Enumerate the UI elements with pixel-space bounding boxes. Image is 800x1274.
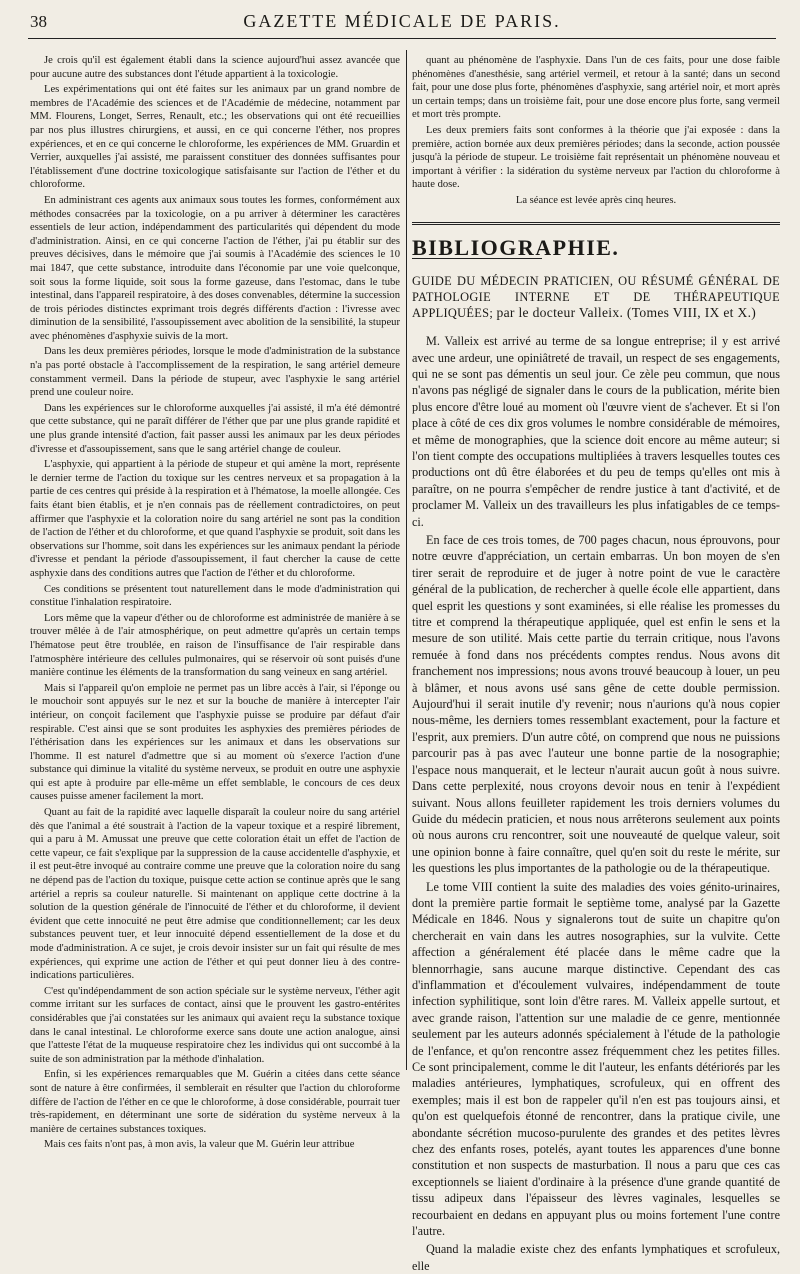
- paragraph: En administrant ces agents aux animaux sous toutes les formes, conformément aux méthodes consacrées par la toxicologie, on a pu arriver à déterminer les caractères essentiels de leur action, indépendamment des particularités qui dépendent du mode d'administration. Ainsi, en ce qui concerne l'action de l'éther, j'ai pu établir sur des preuves décisives, dans le mémoire que j'ai soumis à l'Académie des sciences le 10 mai 1847, que cette substance, introduite dans l'économie par une voie quelconque, soit sous la forme liquide, soit sous la forme gazeuse, dans l'estomac, dans le tube intestinal, dans l'appareil respiratoire, à des doses convenables, détermine la succession de trois périodes distinctes exprimant trois degrés différents d'action : l'ivresse avec diminution de la sensibilité, l'assoupissement avec abolition de la sensibilité, la stupeur avec phénomènes d'asphyxie suivis de la mort.: [30, 194, 400, 342]
- book-title-text: GUIDE DU MÉDECIN PRATICIEN, OU RÉSUMÉ GÉNÉRAL DE PATHOLOGIE INTERNE ET DE THÉRAPEUTIQUE APPLIQUÉES;: [412, 274, 780, 321]
- paragraph: Mais ces faits n'ont pas, à mon avis, la valeur que M. Guérin leur attribue: [44, 1139, 355, 1151]
- paragraph: Lors même que la vapeur d'éther ou de chloroforme est administrée de manière à se trouver mêlée à de l'air atmosphérique, on peut admettre qu'après un certain temps l'hématose peut être troublée, en raison de l'insuffisance de l'air respirable dans l'atmosphère intérieure des cellules pulmonaires, qui se réservoir où sont puisés d'une manière continue les éléments de la transformation du sang veineux en sang artériel.: [30, 612, 400, 679]
- journal-title: GAZETTE MÉDICALE DE PARIS.: [243, 11, 561, 31]
- paragraph: En face de ces trois tomes, de 700 pages chacun, nous éprouvons, pour notre œuvre d'appréciation, un certain embarras. Un bon moyen de s'en tirer serait de reproduire et de juger à notre point de vue le caractère général de la publication, de rechercher à quelle école elle appartient, dans quel esprit les questions y sont examinées, si elle réalise les promesses du titre et comprend la thérapeutique appliquée, quel est enfin le sens et la mesure de son utilité. Mais cette partie du terrain critique, nous l'avons remuée à fond dans nos précédents comptes rendus. Nous avons dit franchement nos impressions; nous avons trouvé beaucoup à louer, un peu à blâmer, et nous avons usé sans gêne de cette double permission. Aujourd'hui il serait inutile d'y revenir; nous n'aurions qu'à nous copier nous-même, les derniers tomes ressemblant exactement, pour la facture et l'esprit, aux premiers. D'un autre côté, on comprend que nous ne puissions parcourir pas à pas avec l'auteur une bonne partie de la nosographie; l'espace nous manquerait, et le lecteur n'aurait aucun goût à nous suivre. Dans cette perplexité, nous croyons devoir nous en tenir à l'expédient suivant. Nous allons feuilleter rapidement les trois derniers volumes du Guide du médecin praticien, et nous nous arrêterons seulement aux points où nous aurons cru rencontrer, soit une nouveauté de quelque valeur, soit une opinion bonne à faire connaître, quel qu'en soit du reste le mérite, sur les questions les plus importantes de la pathologie ou de la thérapeutique.: [412, 533, 780, 876]
- paragraph: Quant au fait de la rapidité avec laquelle disparaît la couleur noire du sang artériel dès que l'animal a été soustrait à l'action de la vapeur toxique et a respiré librement, qui a paru à M. Amussat une preuve que cette coloration était un effet de l'action de cette vapeur, ce fait s'explique par la suppression de la cause accidentelle d'asphyxie, et il est peut-être invoqué au contraire comme une preuve que la coloration noire du sang ne dépend pas de l'action du toxique, puisque cette action se continue après que le sang artériel a repris sa couleur naturelle. Si maintenant on applique cette doctrine à la solution de la question générale de l'innocuité de l'éther et du chloroforme, il devient évident que cette innocuité ne peut être admise que conditionnellement; car les deux substances peuvent tuer, et leur innocuité dépend essentiellement de la dose et du mode d'administration. A ce sujet, je crois devoir insister sur un fait qui résulte de mes expériences, qui exprime une action de l'éther et qui peut donner lieu à des contre-indications particulières.: [30, 807, 400, 982]
- paragraph: Enfin, si les expériences remarquables que M. Guérin a citées dans cette séance sont de nature à être confirmées, il semblerait en résulter que l'action du chloroforme diffère de l'action de l'éther en ce que le chloroforme, à dose considérable, pourrait tuer très-rapidement, en déterminant une sorte de sidération du système nerveux à la manière de certaines substances toxiques.: [30, 1069, 400, 1135]
- section-rule: [412, 222, 780, 225]
- paragraph: Je crois qu'il est également établi dans la science aujourd'hui assez avancée que pour aucune autre des substances dont l'étude appartient à la toxicologie.: [30, 55, 400, 80]
- paragraph: Quand la maladie existe chez des enfants lymphatiques et scrofuleux, elle: [412, 1242, 780, 1273]
- page-number: 38: [30, 12, 47, 31]
- paragraph: Les deux premiers faits sont conformes à la théorie que j'ai exposée : dans la première, action bornée aux deux premières périodes; dans la seconde, action poussée jusqu'à la période de stupeur. Le troisième fait représentait un phénomène nouveau et important à vérifier : la sidération du système nerveux par l'action du chloroforme à haute dose.: [412, 124, 780, 191]
- paragraph: Dans les expériences sur le chloroforme auxquelles j'ai assisté, il m'a été démontré que cette substance, qui ne paraît différer de l'éther que par une plus grande rapidité et une plus grande intensité d'action, fait passer aussi les animaux par les deux périodes d'ivresse et d'assoupissement, sans que le sang artériel change de couleur.: [30, 402, 400, 455]
- paragraph: Dans les deux premières périodes, lorsque le mode d'administration de la substance n'a pas porté obstacle à l'accomplissement de la respiration, le sang artériel demeure constamment vermeil. Dans la période de stupeur, avec l'asphyxie le sang artériel prend une couleur noire.: [30, 346, 400, 399]
- paragraph: Mais si l'appareil qu'on emploie ne permet pas un libre accès à l'air, si l'éponge ou le mouchoir sont appuyés sur le nez et sur la bouche de manière à intercepter l'air intérieur, on conçoit facilement que l'asphyxie puisse se produire par défaut d'air respirable. C'est ainsi que se sont produites les asphyxies des premières périodes de l'éthérisation dans les expériences sur les animaux et dans les observations sur l'homme. Il est naturel d'admettre que si au moment où s'exerce l'action d'une substance qui diminue la vitalité du système nerveux, se produit en outre une asphyxie qui est apte à produire par elle-même un effet semblable, le concours de ces deux causes puisse amener facilement la mort.: [30, 682, 400, 803]
- section-title: BIBLIOGRAPHIE.: [412, 234, 620, 260]
- left-column: [30, 54, 400, 1151]
- paragraph: L'asphyxie, qui appartient à la période de stupeur et qui amène la mort, représente le dernier terme de l'action du toxique sur les centres nerveux et sa propagation à la partie de ces centres qui préside à la respiration et à l'hématose, la moelle allongée. Ces faits étant bien établis, et je n'en connais pas de réellement contradictoires, on peut affirmer que l'asphyxie et la coloration noire du sang artériel ne sont pas la condition de l'action de l'éther et du chloroforme, et que quand l'asphyxie se produit, soit dans les observations sur l'homme, soit dans les expériences sur les animaux pendant la période d'ivresse et pendant la période d'assoupissement, il faut chercher la cause de cette asphyxie dans des conditions autres que l'action de l'éther et du chloroforme.: [30, 459, 400, 579]
- paragraph: Les expérimentations qui ont été faites sur les animaux par un grand nombre de membres de l'Académie des sciences et de l'Académie de médecine, notamment par MM. Flourens, Longet, Serres, Renault, etc.; les observations qui ont été recueillies par nos plus illustres chirurgiens, et aussi, en ce qui concerne l'éther, nos propres expériences, et en ce qui concerne le chloroforme, les expériences de MM. Gruardin et Verrier, auxquelles j'ai assisté, me paraissent constituer des données suffisantes pour l'établissement d'une doctrine toxicologique satisfaisante sur l'action de l'éther et du chloroforme.: [30, 84, 400, 191]
- right-column: [412, 54, 780, 1273]
- book-title: [412, 273, 780, 321]
- paragraph: Ces conditions se présentent tout naturellement dans le mode d'administration qui constitue l'inhalation respiratoire.: [30, 583, 400, 609]
- seance-closing: La séance est levée après cinq heures.: [515, 194, 677, 206]
- paragraph: quant au phénomène de l'asphyxie. Dans l'un de ces faits, pour une dose faible phénomènes d'anesthésie, sang artériel vermeil, et retour à la santé; dans un second fait, pour une dose plus forte, phénomènes d'asphyxie, sang artériel noir, et mort après un certain temps; dans un troisième fait, pour une dose encore plus forte, sang vermeil et mort très prompte.: [412, 55, 780, 121]
- paragraph: M. Valleix est arrivé au terme de sa longue entreprise; il y est arrivé avec une ardeur, une opiniâtreté de travail, un respect de ses engagements, qui ne se sont pas démentis un seul jour. Ce zèle peu commun, que nous n'avons pas négligé de signaler dans le cours de la publication, mérite bien plus encore d'être loué au moment où l'œuvre vient de s'achever. Et si l'on place à côté de ces dix gros volumes le nombre considérable de mémoires, et même de monographies, que la science doit encore au même auteur; si l'on tient compte des occupations multipliées à travers lesquelles toutes ces productions ont dû être élaborées et du peu de temps qu'elles ont mis à paraître, on ne pourra s'empêcher de rendre justice à tant d'activité, et de proclamer M. Valleix un des travailleurs les plus infatigables de ce temps-ci.: [412, 334, 780, 529]
- column-divider: [406, 50, 407, 1070]
- paragraph: Le tome VIII contient la suite des maladies des voies génito-urinaires, dont la première partie formait le septième tome, analysé par la Gazette Médicale en 1846. Nous y signalerons tout de suite un chapitre qu'on chercherait en vain dans les autres nosographies, sur la vulvite. Cette affection a généralement été placée dans le même cadre que la blennorrhagie, sans aucune marque distinctive. Cependant des cas d'inflammation et d'écoulement vulvaires, indépendamment de toute infection syphilitique, sont loin d'être rares. M. Valleix appelle surtout, et avec grande raison, l'attention sur une maladie de ce genre, mentionnée seulement par les auteurs adonnés spécialement à l'étude de la pathologie de l'enfance, et qu'on rencontre assez fréquemment chez les petites filles. Ce sont principalement, comme le dit l'auteur, les enfants détériorés par les maladies antérieures, lymphatiques, scrofuleux, qui en offrent des exemples; mais il est bon de rappeler qu'il n'en est pas toujours ainsi, et qu'on est quelquefois étonné de rencontrer, dans la pratique civile, une abondante sécrétion mucoso-purulente des grandes et des petites lèvres chez des enfants roses, potelés, ayant toutes les apparences d'une bonne constitution et non suspects de masturbation. Il nous a paru que ces cas exceptionnels se liaient d'ordinaire à la présence d'une grande quantité de tissu adipeux dans l'épaisseur des lèvres vaginales, lesquelles se recourbaient en dedans en appuyant plus ou moins fortement l'une contre l'autre.: [412, 879, 780, 1239]
- book-author: par le docteur Valleix. (Tomes VIII, IX et X.): [496, 305, 757, 321]
- paragraph: C'est qu'indépendamment de son action spéciale sur le système nerveux, l'éther agit comme irritant sur les surfaces de contact, ainsi que le prouvent les gastro-entérites considérables que j'ai constatées sur les animaux qui avaient reçu la substance toxique dans le canal intestinal. Le chloroforme exerce sans doute une action analogue, ainsi que l'atteste l'état de la muqueuse respiratoire chez les individus qui ont succombé à la suite de son administration par la méthode d'inhalation.: [30, 985, 400, 1065]
- page-header: [28, 10, 776, 39]
